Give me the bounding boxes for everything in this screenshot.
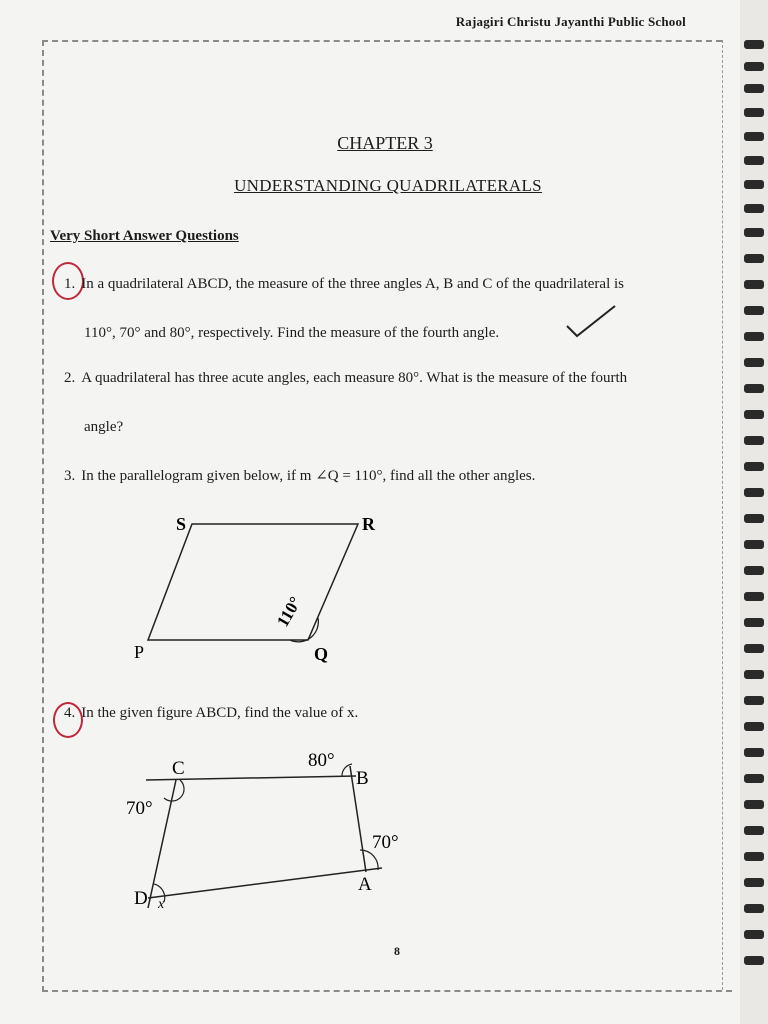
angle-a-label: 70° <box>372 832 399 853</box>
vertex-b-label: B <box>356 768 369 789</box>
question-1-line-1 <box>64 276 624 293</box>
parallelogram-figure <box>120 500 410 675</box>
page-number: 8 <box>394 944 400 958</box>
vertex-q-label: Q <box>314 644 329 664</box>
spiral-binding <box>740 0 768 1024</box>
angle-c-label: 70° <box>126 798 153 819</box>
vertex-s-label: S <box>176 514 187 534</box>
page-border-bottom <box>42 990 732 992</box>
angle-q-label: 110° <box>273 593 306 630</box>
school-name: Rajagiri Christu Jayanthi Public School <box>455 14 686 29</box>
question-2-line-2: angle? <box>84 419 124 435</box>
question-3-number: 3. <box>64 468 76 484</box>
chapter-heading: CHAPTER 3 <box>337 133 433 153</box>
vertex-c-label: C <box>172 758 185 779</box>
angle-d-label: x <box>158 897 165 912</box>
vertex-a-label: A <box>358 874 372 895</box>
vertex-d-label: D <box>134 888 148 909</box>
checkmark-icon <box>565 302 625 342</box>
question-3-line-1 <box>64 466 535 485</box>
angle-b-label: 80° <box>308 750 335 771</box>
question-4-line-1 <box>64 705 358 722</box>
question-1-text-1: In a quadrilateral ABCD, the measure of the three angles A, B and C of the quadrilateral is <box>81 276 624 292</box>
question-4-text-1: In the given figure ABCD, find the value of x. <box>81 705 359 721</box>
chapter-title: UNDERSTANDING QUADRILATERALS <box>234 176 542 195</box>
question-3-text-1: In the parallelogram given below, if m ∠Q = 110°, find all the other angles. <box>81 468 536 484</box>
quadrilateral-figure <box>120 740 420 930</box>
section-title: Very Short Answer Questions <box>50 228 239 244</box>
question-4-number: 4. <box>64 705 76 721</box>
page-border-top <box>42 40 722 42</box>
vertex-r-label: R <box>362 514 375 534</box>
question-2-text-1: A quadrilateral has three acute angles, each measure 80°. What is the measure of the fourth <box>81 370 628 386</box>
question-2-line-1 <box>64 370 627 387</box>
question-2-number: 2. <box>64 370 76 386</box>
question-1-line-2: 110°, 70° and 80°, respectively. Find the measure of the fourth angle. <box>84 325 500 341</box>
vertex-p-label: P <box>134 642 145 662</box>
question-1-number: 1. <box>64 276 76 292</box>
